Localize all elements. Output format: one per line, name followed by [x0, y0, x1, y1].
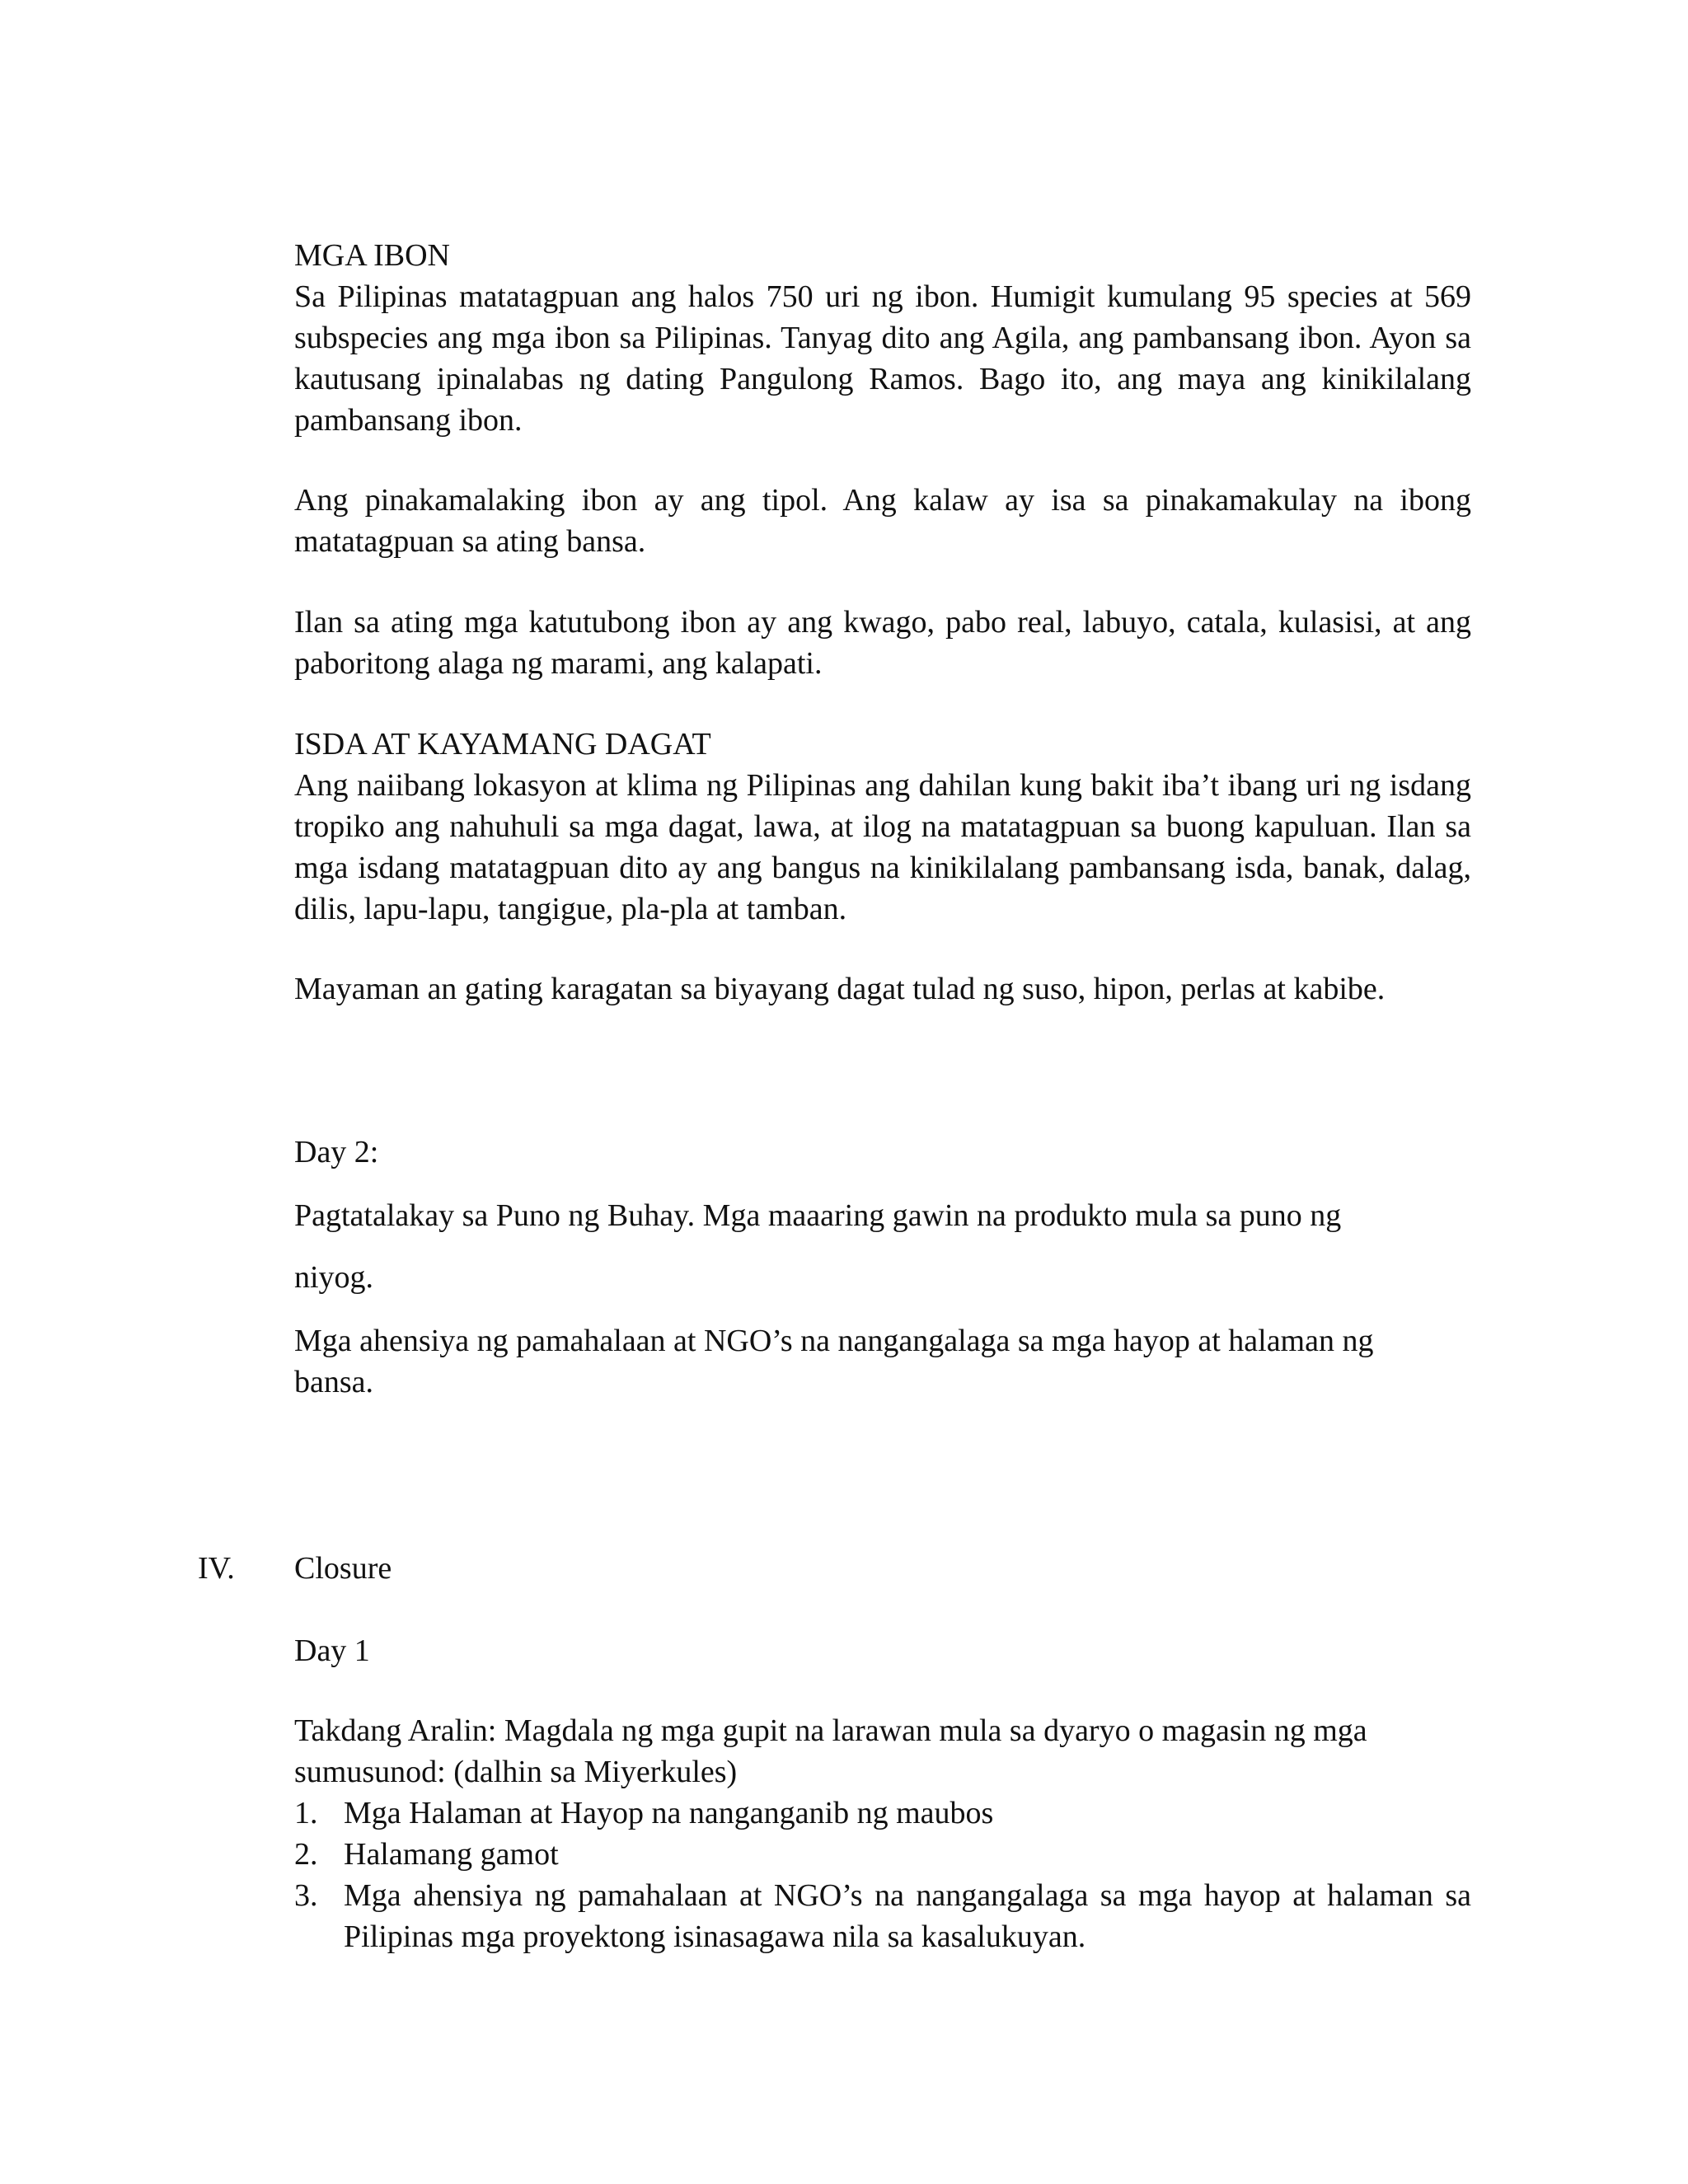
list-item-number: 1.	[294, 1796, 318, 1830]
paragraph-isda-intro: Ang naiibang lokasyon at klima ng Pilipinas ang dahilan kung bakit iba’t ibang uri ng isdang tropiko ang nahuhuli sa mga dagat, lawa, at ilog na matatagpuan sa buong kapuluan. Ilan sa mga isdang matatagpuan dito ay ang bangus na kinikilalang pambansang isda, banak, dalag, dilis, lapu-lapu, tangigue, pla-pla at tamban.	[294, 768, 1471, 926]
day2-ahensiya: Mga ahensiya ng pamahalaan at NGO’s na nangangalaga sa mga hayop at halaman ng bansa.	[294, 1324, 1374, 1399]
list-item	[294, 1793, 1471, 1834]
list-item-text: Mga ahensiya ng pamahalaan at NGO’s na nangangalaga sa mga hayop at halaman sa Pilipinas mga proyektong isinasagawa nila sa kasalukuyan.	[344, 1878, 1471, 1954]
paragraph-ibon-katutubo: Ilan sa ating mga katutubong ibon ay ang kwago, pabo real, labuyo, catala, kulasisi, at ang paboritong alaga ng marami, ang kalapati.	[294, 605, 1471, 681]
list-item	[294, 1834, 1471, 1875]
day2-line1: Pagtatalakay sa Puno ng Buhay. Mga maaaring gawin na produkto mula sa puno ng	[294, 1198, 1342, 1233]
list-item-number: 2.	[294, 1837, 318, 1872]
day2-line2: niyog.	[294, 1260, 374, 1295]
paragraph-ibon-intro: Sa Pilipinas matatagpuan ang halos 750 uri ng ibon. Humigit kumulang 95 species at 569 subspecies ang mga ibon sa Pilipinas. Tanyag dito ang Agila, ang pambansang ibon. Ayon sa kautusang ipinalabas ng dating Pangulong Ramos. Bago ito, ang maya ang kinikilalang pambansang ibon.	[294, 279, 1471, 438]
section-ibon	[294, 235, 1471, 441]
takdang-aralin: Takdang Aralin: Magdala ng mga gupit na larawan mula sa dyaryo o magasin ng mga sumusunod: (dalhin sa Miyerkules)	[294, 1713, 1367, 1789]
paragraph-isda-karagatan: Mayaman an gating karagatan sa biyayang dagat tulad ng suso, hipon, perlas at kabibe.	[294, 972, 1386, 1006]
section-heading-isda: ISDA AT KAYAMANG DAGAT	[294, 727, 711, 762]
list-item-text: Halamang gamot	[344, 1837, 559, 1872]
section-isda	[294, 724, 1471, 930]
section-heading-ibon: MGA IBON	[294, 238, 450, 273]
day2-label: Day 2:	[294, 1135, 379, 1169]
list-item-text: Mga Halaman at Hayop na nanganganib ng maubos	[344, 1796, 994, 1830]
assignment-list	[294, 1793, 1471, 1957]
closure-heading: Closure	[294, 1551, 392, 1586]
list-item-number: 3.	[294, 1878, 318, 1913]
section-numeral-iv: IV.	[198, 1551, 235, 1586]
paragraph-ibon-tipol: Ang pinakamalaking ibon ay ang tipol. Ang kalaw ay isa sa pinakamakulay na ibong matatagpuan sa ating bansa.	[294, 483, 1471, 559]
list-item	[294, 1875, 1471, 1957]
closure-day1: Day 1	[294, 1633, 370, 1668]
